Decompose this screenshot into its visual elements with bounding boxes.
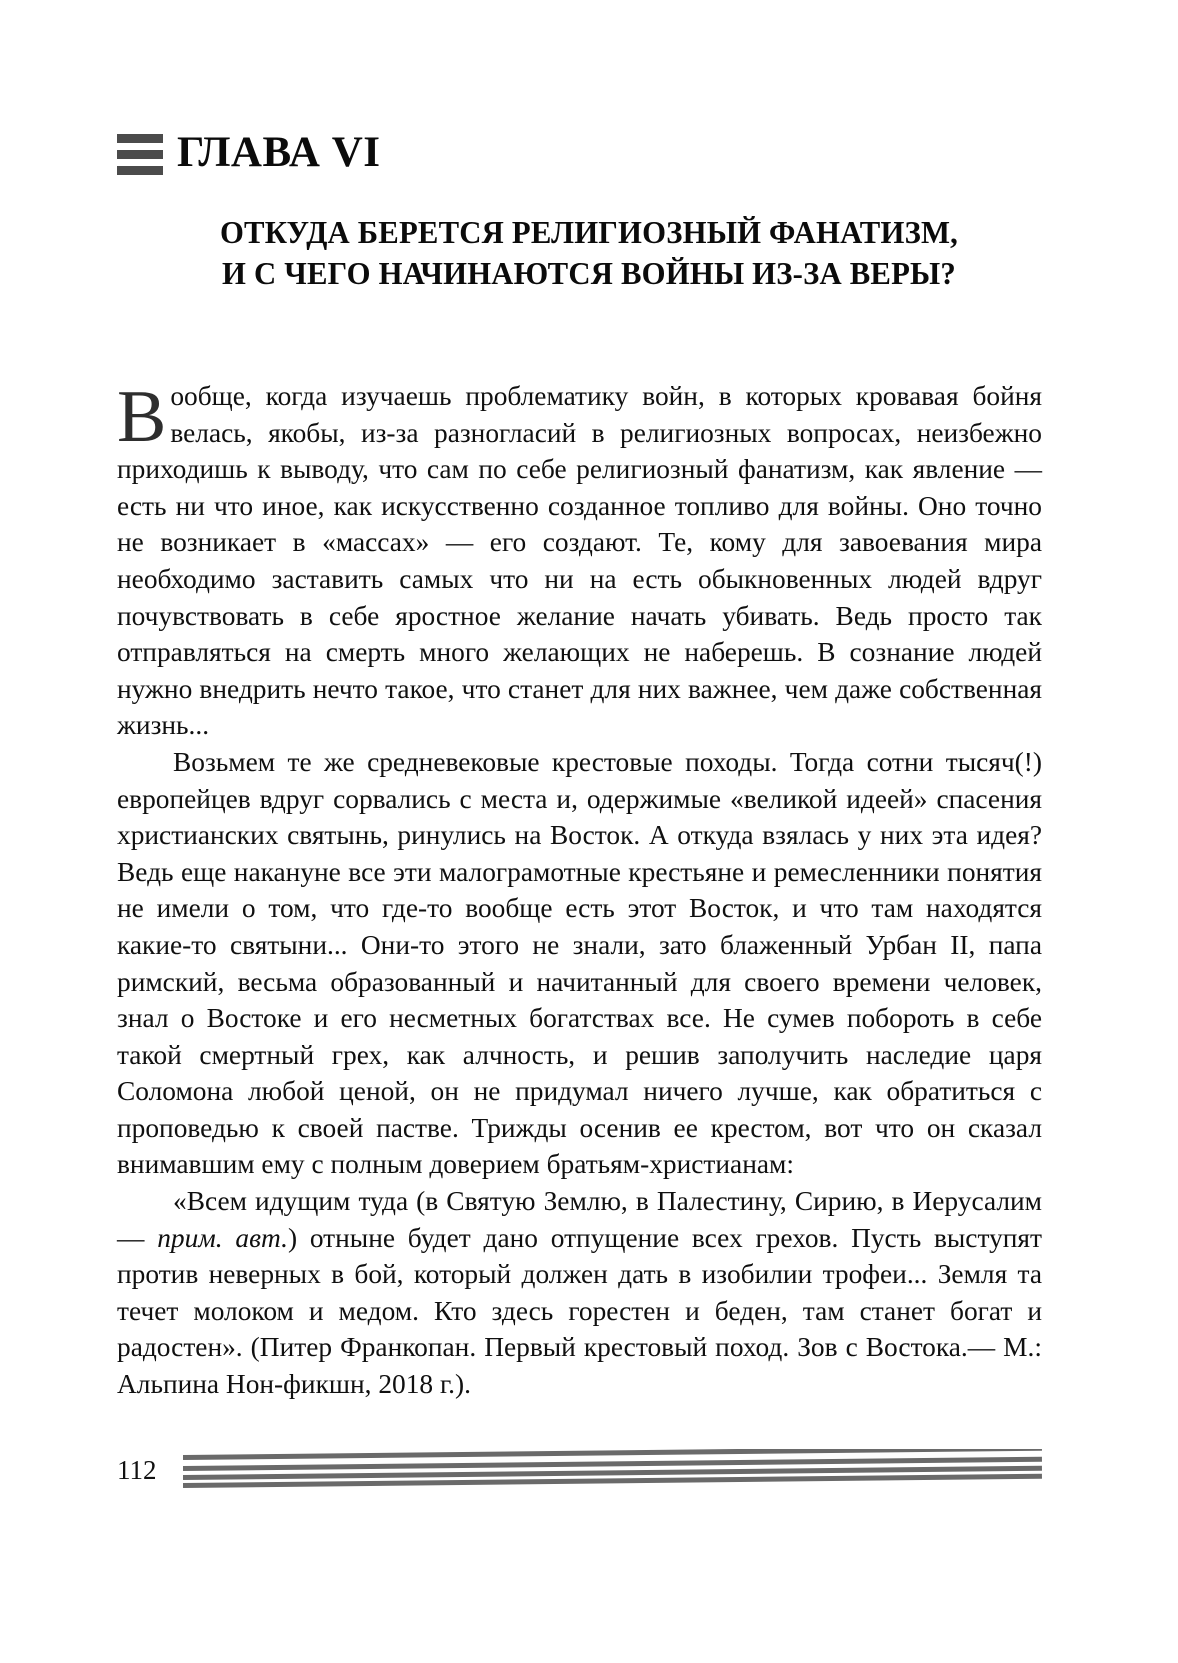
page-number: 112	[117, 1454, 157, 1485]
paragraph-1-text: ообще, когда изучаешь проблематику войн, в которых кровавая бойня велась, якобы, из-за разногласий в религиозных вопросах, неизбежно приходишь к выводу, что сам по себе религиозный фанатизм, как явление — есть ни что иное, как искусственно созданное топливо для войны. Оно точно не возникает в «массах» — его создают. Те, кому для завоевания мира необходимо заставить самых что ни на есть обыкновенных людей вдруг почувствовать в себе яростное желание начать убивать. Ведь просто так отправляться на смерть много желающих не наберешь. В сознание людей нужно внедрить нечто такое, что станет для них важнее, чем даже собственная жизнь...	[117, 381, 1042, 741]
chapter-subtitle-line-1: ОТКУДА БЕРЕТСЯ РЕЛИГИОЗНЫЙ ФАНАТИЗМ,	[219, 214, 959, 250]
chapter-title: ГЛАВА VI	[177, 129, 381, 176]
paragraph-3	[117, 1183, 1042, 1403]
quote-text-part-1: «Всем идущим туда (в Святую Землю, в Палестину, Сирию, в Иерусалим —	[117, 1186, 1042, 1253]
page-footer	[117, 1447, 1042, 1493]
chapter-heading	[117, 130, 381, 175]
editorial-note-italic: прим. авт.	[157, 1222, 288, 1253]
paragraph-1	[117, 378, 1042, 744]
angled-rules-ornament-icon	[183, 1449, 1042, 1491]
quote-text-part-2: ) отныне будет дано отпущение всех грехов. Пусть выступят против неверных в бой, который должен дать в изобилии трофеи... Земля та течет молоком и медом. Кто здесь горестен и беден, там станет богат и радостен». (Питер Франкопан. Первый крестовый поход. Зов с Востока.— М.: Альпина Нон-фикшн, 2018 г.).	[117, 1222, 1042, 1400]
three-bars-icon	[117, 134, 163, 175]
chapter-subtitle-line-2: И С ЧЕГО НАЧИНАЮТСЯ ВОЙНЫ ИЗ-ЗА ВЕРЫ?	[222, 254, 956, 291]
drop-cap: В	[117, 376, 167, 458]
paragraph-2	[117, 744, 1042, 1183]
paragraph-2-text: Возьмем те же средневековые крестовые походы. Тогда сотни тысяч(!) европейцев вдруг сорвались с места и, одержимые «великой идеей» спасения христианских святынь, ринулись на Восток. А откуда взялась у них эта идея? Ведь еще накануне все эти малограмотные крестьяне и ремесленники понятия не имели о том, что где-то вообще есть этот Восток, и что там находятся какие-то святыни... Они-то этого не знали, зато блаженный Урбан II, папа римский, весьма образованный и начитанный для своего времени человек, знал о Востоке и его несметных богатствах все. Не сумев побороть в себе такой смертный грех, как алчность, и решив заполучить наследие царя Соломона любой ценой, он не придумал ничего лучше, как обратиться с проповедью к своей пастве. Трижды осенив ее крестом, вот что он сказал внимавшим ему с полным доверием братьям-христианам:	[117, 746, 1042, 1180]
chapter-subtitle	[109, 212, 1069, 294]
body-text	[117, 378, 1042, 1403]
